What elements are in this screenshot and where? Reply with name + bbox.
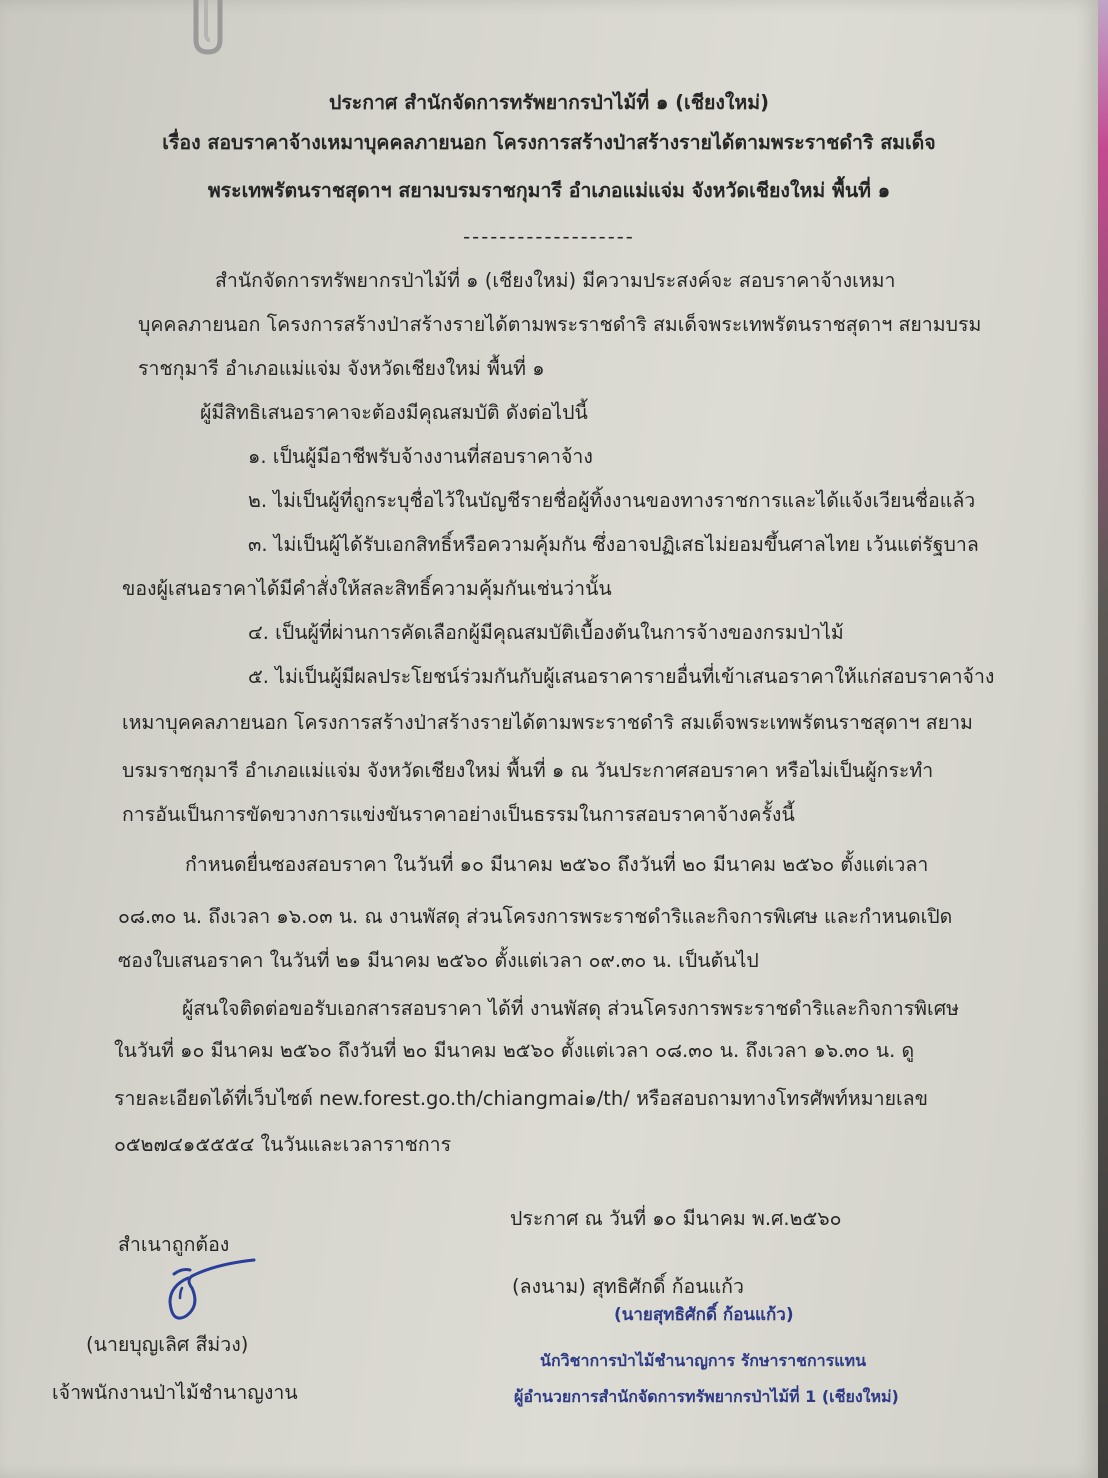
qualification-item-5-cont: เหมาบุคคลภายนอก โครงการสร้างป่าสร้างรายได้ตามพระราชดำริ สมเด็จพระเทพรัตนราชสุดาฯ สยาม — [122, 711, 973, 734]
submission-schedule: กำหนดยื่นซองสอบราคา ในวันที่ ๑๐ มีนาคม ๒๕๖๐ ถึงวันที่ ๒๐ มีนาคม ๒๕๖๐ ตั้งแต่เวลา — [185, 853, 929, 876]
qualification-item-5-cont: การอันเป็นการขัดขวางการแข่งขันราคาอย่างเป็นธรรมในการสอบราคาจ้างครั้งนี้ — [122, 803, 795, 826]
document-subject-line-2: พระเทพรัตนราชสุดาฯ สยามบรมราชกุมารี อำเภอแม่แจ่ม จังหวัดเชียงใหม่ พื้นที่ ๑ — [207, 179, 891, 202]
submission-schedule-cont: ๐๘.๓๐ น. ถึงเวลา ๑๖.๐๓ น. ณ งานพัสดุ ส่วนโครงการพระราชดำริและกิจการพิเศษ และกำหนดเปิด — [118, 905, 953, 928]
qualification-item-1: ๑. เป็นผู้มีอาชีพรับจ้างงานที่สอบราคาจ้าง — [248, 445, 593, 468]
announcement-date: ประกาศ ณ วันที่ ๑๐ มีนาคม พ.ศ.๒๕๖๐ — [510, 1207, 842, 1230]
qualification-item-3: ๓. ไม่เป็นผู้ได้รับเอกสิทธิ์หรือความคุ้มกัน ซึ่งอาจปฏิเสธไม่ยอมขึ้นศาลไทย เว้นแต่รัฐบาล — [248, 533, 979, 556]
official-stamp-title: นักวิชาการป่าไม้ชำนาญการ รักษาราชการแทน — [540, 1351, 866, 1370]
document-subject-line-1: เรื่อง สอบราคาจ้างเหมาบุคคลภายนอก โครงการสร้างป่าสร้างรายได้ตามพระราชดำริ สมเด็จ — [162, 131, 936, 154]
handwritten-signature — [146, 1258, 268, 1338]
body-line: บุคคลภายนอก โครงการสร้างป่าสร้างรายได้ตามพระราชดำริ สมเด็จพระเทพรัตนราชสุดาฯ สยามบรม — [138, 313, 982, 336]
body-line: ราชกุมารี อำเภอแม่แจ่ม จังหวัดเชียงใหม่ พื้นที่ ๑ — [138, 357, 545, 380]
qualification-item-2: ๒. ไม่เป็นผู้ที่ถูกระบุชื่อไว้ในบัญชีรายชื่อผู้ทิ้งงานของทางราชการและได้แจ้งเวียนชื่อแล้ว — [248, 489, 976, 512]
certified-copy-label: สำเนาถูกต้อง — [118, 1233, 230, 1256]
contact-info: ผู้สนใจติดต่อขอรับเอกสารสอบราคา ได้ที่ งานพัสดุ ส่วนโครงการพระราชดำริและกิจการพิเศษ — [182, 997, 959, 1020]
qualification-item-5: ๕. ไม่เป็นผู้มีผลประโยชน์ร่วมกันกับผู้เสนอราคารายอื่นที่เข้าเสนอราคาให้แก่สอบราคาจ้าง — [248, 665, 995, 688]
official-stamp-name: (นายสุทธิศักดิ์ ก้อนแก้ว) — [614, 1305, 794, 1325]
header-divider: ------------------- — [463, 225, 635, 248]
background-edge — [1098, 0, 1108, 1478]
contact-info-website: รายละเอียดได้ที่เว็บไซต์ new.forest.go.th/chiangmai๑/th/ หรือสอบถามทางโทรศัพท์หมายเลข — [114, 1087, 928, 1110]
paperclip-icon — [186, 0, 232, 56]
official-stamp-title: ผู้อำนวยการสำนักจัดการทรัพยากรป่าไม้ที่ 1 (เชียงใหม่) — [514, 1387, 899, 1406]
submission-schedule-cont: ซองใบเสนอราคา ในวันที่ ๒๑ มีนาคม ๒๕๖๐ ตั้งแต่เวลา ๐๙.๓๐ น. เป็นต้นไป — [118, 949, 759, 972]
signed-name: (ลงนาม) สุทธิศักดิ์ ก้อนแก้ว — [512, 1275, 744, 1298]
document-title: ประกาศ สำนักจัดการทรัพยากรป่าไม้ที่ ๑ (เชียงใหม่) — [328, 91, 770, 114]
contact-info-phone: ๐๕๒๗๔๑๕๕๕๔ ในวันและเวลาราชการ — [114, 1133, 452, 1156]
body-line: สำนักจัดการทรัพยากรป่าไม้ที่ ๑ (เชียงใหม่) มีความประสงค์จะ สอบราคาจ้างเหมา — [215, 269, 896, 292]
qualification-item-4: ๔. เป็นผู้ที่ผ่านการคัดเลือกผู้มีคุณสมบัติเบื้องต้นในการจ้างของกรมป่าไม้ — [248, 621, 844, 644]
certifier-name: (นายบุญเลิศ สีม่วง) — [86, 1333, 249, 1356]
qualification-item-3-cont: ของผู้เสนอราคาได้มีคำสั่งให้สละสิทธิ์ความคุ้มกันเช่นว่านั้น — [122, 577, 612, 600]
contact-info-cont: ในวันที่ ๑๐ มีนาคม ๒๕๖๐ ถึงวันที่ ๒๐ มีนาคม ๒๕๖๐ ตั้งแต่เวลา ๐๘.๓๐ น. ถึงเวลา ๑๖.๓๐ น. ดู — [114, 1039, 915, 1062]
qualifications-heading: ผู้มีสิทธิเสนอราคาจะต้องมีคุณสมบัติ ดังต่อไปนี้ — [200, 401, 588, 424]
qualification-item-5-cont: บรมราชกุมารี อำเภอแม่แจ่ม จังหวัดเชียงใหม่ พื้นที่ ๑ ณ วันประกาศสอบราคา หรือไม่เป็นผู้กระทำ — [122, 759, 934, 782]
certifier-position: เจ้าพนักงานป่าไม้ชำนาญงาน — [52, 1381, 298, 1404]
